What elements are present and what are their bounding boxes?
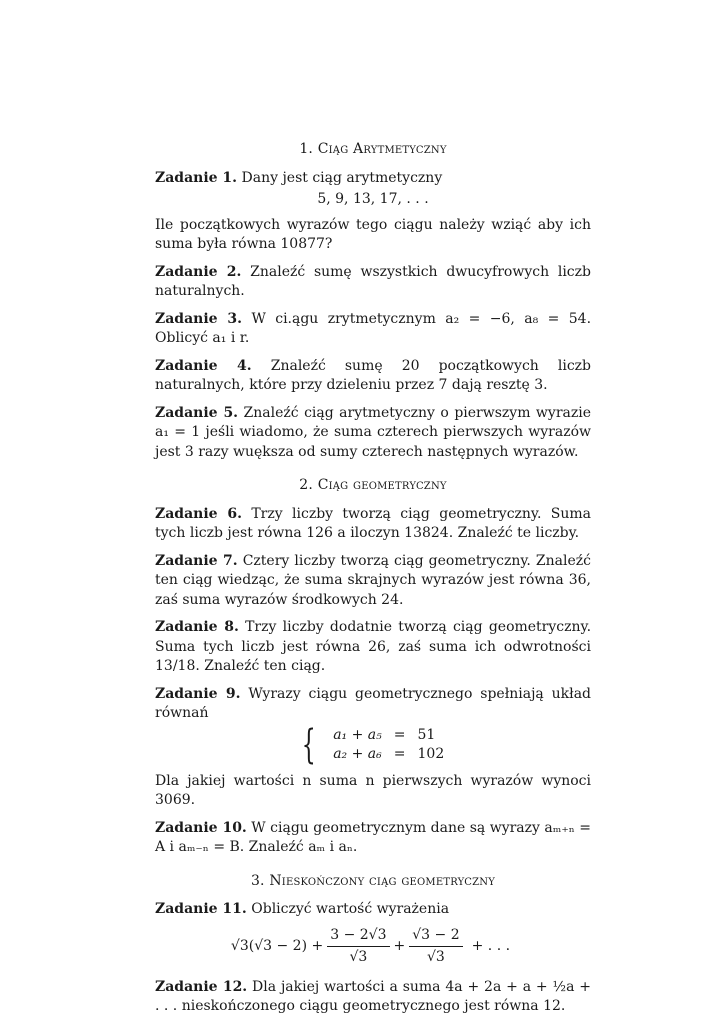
task-9 <box>155 685 591 811</box>
task-12 <box>155 978 591 1017</box>
equation-row <box>327 745 450 764</box>
task-label: Zadanie 9. <box>155 685 241 702</box>
task-text: Dla jakiej wartości a suma 4a + 2a + a + ½a + . . . nieskończonego ciągu geometrycznego jest równa 12. <box>155 978 591 1014</box>
formula-plus: + <box>393 937 406 954</box>
task-label: Zadanie 6. <box>155 505 242 522</box>
left-brace: { <box>301 721 316 768</box>
task-6 <box>155 505 591 544</box>
section-heading: 2. Ciąg geometryczny <box>299 477 447 493</box>
task-text: Znaleźć sumę wszystkich dwucyfrowych liczb naturalnych. <box>155 263 591 299</box>
task-2 <box>155 263 591 302</box>
eq-rhs: 51 <box>417 726 436 743</box>
task-label: Zadanie 10. <box>155 819 247 836</box>
task-text: Cztery liczby tworzą ciąg geometryczny. Znaleźć ten ciąg wiedząc, że suma skrajnych wyrazów jest równa 36, zaś suma wyrazów środkowych 24. <box>155 552 591 608</box>
task-text-cont: Ile początkowych wyrazów tego ciągu należy wziąć aby ich suma była równa 10877? <box>155 216 591 252</box>
display-formula: 5, 9, 13, 17, . . . <box>317 191 429 207</box>
task-text: Trzy liczby tworzą ciąg geometryczny. Suma tych liczb jest równa 126 a iloczyn 13824. Znaleźć te liczby. <box>155 505 592 541</box>
eq-lhs: a₂ + a₆ <box>333 745 382 762</box>
task-text: W ci.ągu zrytmetycznym a₂ = −6, a₈ = 54. Oblicyć a₁ i r. <box>155 310 592 346</box>
fraction-numerator: 3 − 2√3 <box>327 926 389 948</box>
task-5 <box>155 404 591 463</box>
document-page <box>155 140 591 1025</box>
task-text: Trzy liczby dodatnie tworzą ciąg geometryczny. Suma tych liczb jest równa 26, zaś suma ich odwrotności 13/18. Znaleźć ten ciąg. <box>155 619 592 674</box>
fraction-denominator: √3 <box>349 949 368 965</box>
fraction-denominator: √3 <box>427 949 445 965</box>
eq-lhs: a₁ + a₅ <box>333 726 382 743</box>
eq-rel: = <box>393 745 406 762</box>
task-7 <box>155 552 591 611</box>
task-label: Zadanie 2. <box>155 263 242 280</box>
section-heading: 1. Ciąg Arytmetyczny <box>299 141 447 157</box>
equation-row <box>327 726 450 745</box>
task-label: Zadanie 11. <box>155 901 247 917</box>
eq-rel: = <box>393 726 406 743</box>
task-label: Zadanie 4. <box>155 357 252 374</box>
display-formula <box>155 926 591 968</box>
task-3 <box>155 310 591 349</box>
equation-system <box>155 721 591 768</box>
fraction <box>327 926 389 968</box>
task-label: Zadanie 7. <box>155 552 238 569</box>
task-text-cont: Dla jakiej wartości n suma n pierwszych wyrazów wynoci 3069. <box>155 772 591 808</box>
task-text: Wyrazy ciągu geometrycznego spełniają układ równań <box>155 685 592 721</box>
formula-tail: + . . . <box>471 937 511 954</box>
task-label: Zadanie 3. <box>155 310 243 327</box>
task-10 <box>155 819 591 858</box>
task-11 <box>155 900 591 968</box>
fraction <box>409 926 462 968</box>
task-8 <box>155 618 591 677</box>
task-text: W ciągu geometrycznym dane są wyrazy aₘ₊ₙ = A i aₘ₋ₙ = B. Znaleźć aₘ i aₙ. <box>155 819 591 855</box>
task-text: Znaleźć sumę 20 początkowych liczb naturalnych, które przy dzieleniu przez 7 dają resztę 3. <box>155 357 592 393</box>
task-4 <box>155 357 591 396</box>
formula-term: √3(√3 − 2) + <box>230 937 324 954</box>
task-text: Znaleźć ciąg arytmetyczny o pierwszym wyrazie a₁ = 1 jeśli wiadomo, że suma czterech pierwszych wyrazów jest 3 razy wuększa od sumy czterech następnych wyrazów. <box>155 404 592 460</box>
task-label: Zadanie 5. <box>155 404 239 421</box>
task-text: Obliczyć wartość wyrażenia <box>251 901 450 917</box>
task-1 <box>155 169 591 255</box>
task-text: Dany jest ciąg arytmetyczny <box>241 169 443 186</box>
equation-table <box>327 726 450 764</box>
task-label: Zadanie 8. <box>155 619 239 635</box>
task-label: Zadanie 1. <box>155 169 238 186</box>
section-heading: 3. Nieskończony ciąg geometryczny <box>250 872 496 889</box>
task-label: Zadanie 12. <box>155 978 248 995</box>
fraction-numerator: √3 − 2 <box>409 926 462 948</box>
eq-rhs: 102 <box>417 745 445 762</box>
